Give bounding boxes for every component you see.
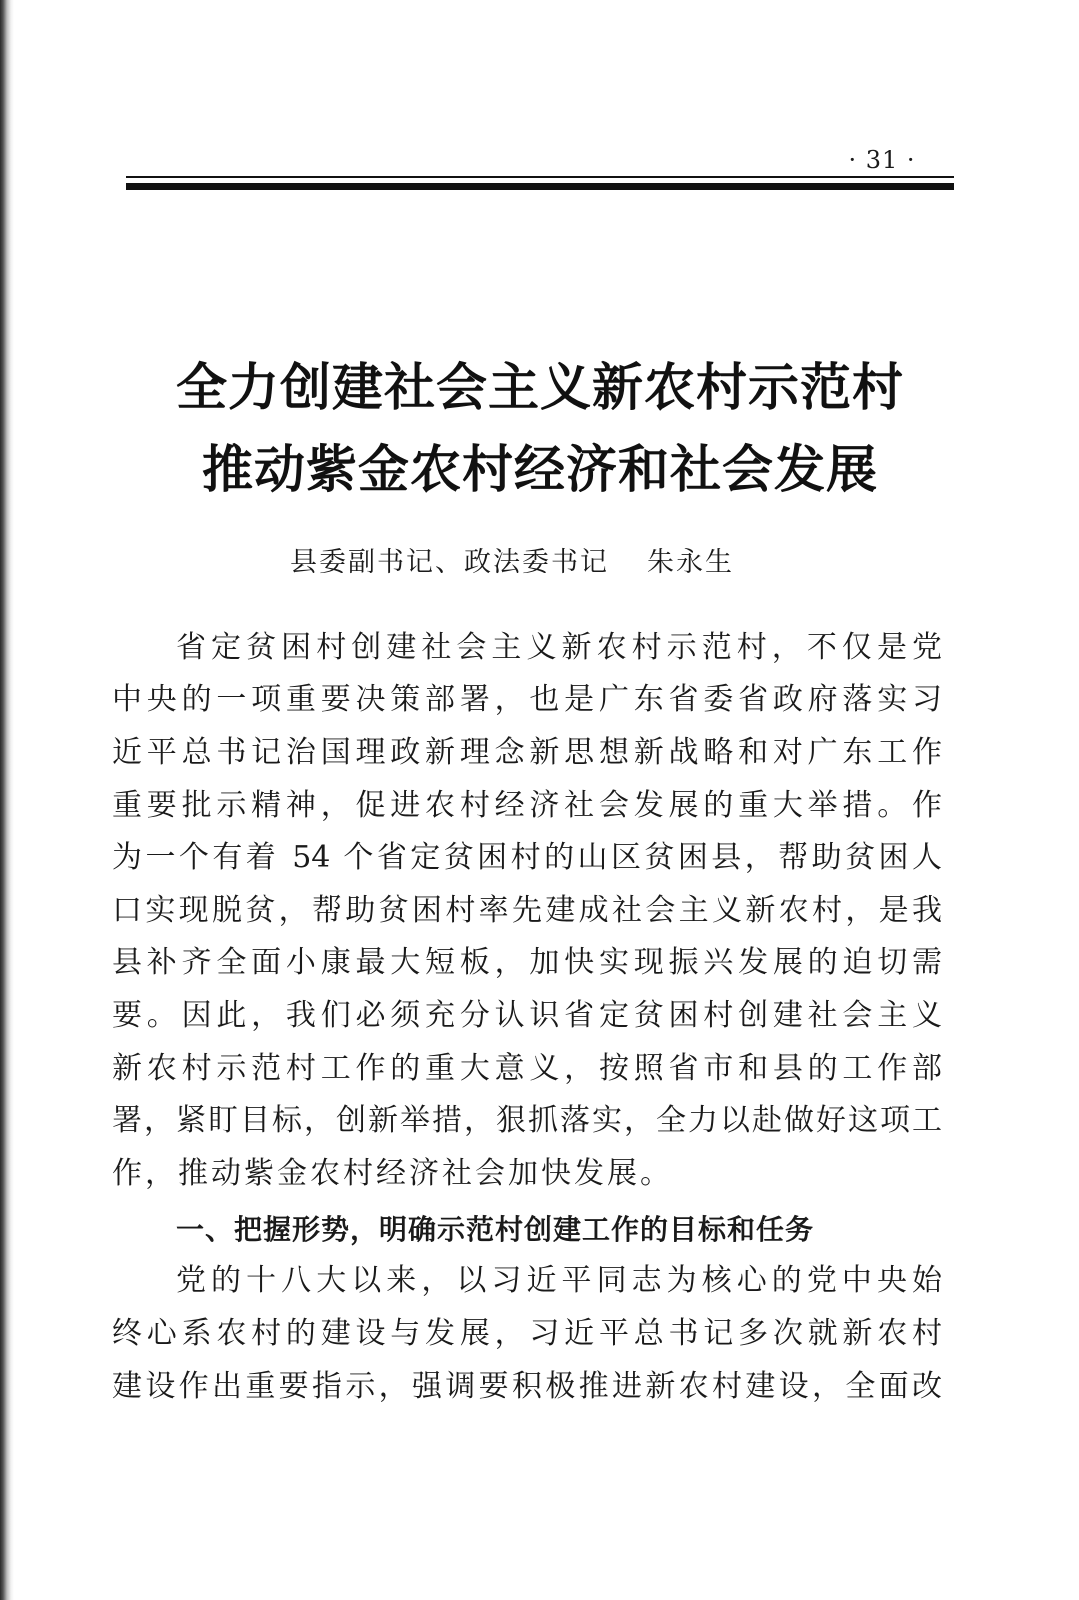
body-line: 建设作出重要指示，强调要积极推进新农村建设，全面改 (112, 1369, 942, 1404)
author-name: 朱永生 (647, 547, 734, 578)
title-line-2: 推动紫金农村经济和社会发展 (201, 441, 878, 500)
body-line: 县补齐全面小康最大短板，加快实现振兴发展的迫切需 (112, 945, 942, 980)
header-rule-thin (126, 176, 954, 178)
body-line: 重要批示精神，促进农村经济社会发展的重大举措。作 (112, 788, 942, 823)
body-line: 要。因此，我们必须充分认识省定贫困村创建社会主义 (112, 998, 942, 1033)
body-line: 近平总书记治国理政新理念新思想新战略和对广东工作 (112, 735, 942, 770)
scan-page-edge (0, 0, 14, 1600)
header-rule-thick (126, 183, 954, 190)
byline (290, 540, 734, 579)
body-line: 作，推动紫金农村经济社会加快发展。 (112, 1156, 673, 1191)
page-number: · 31 · (848, 146, 916, 174)
body-line: 党的十八大以来，以习近平同志为核心的党中央始 (176, 1263, 942, 1298)
body-line: 为一个有着 54 个省定贫困村的山区贫困县，帮助贫困人 (112, 840, 942, 875)
author-position: 县委副书记、政法委书记 (290, 547, 609, 578)
body-line: 终心系农村的建设与发展，习近平总书记多次就新农村 (112, 1316, 942, 1351)
body-line: 署，紧盯目标，创新举措，狠抓落实，全力以赴做好这项工 (112, 1103, 942, 1138)
body-line: 口实现脱贫，帮助贫困村率先建成社会主义新农村，是我 (112, 893, 942, 928)
body-line: 中央的一项重要决策部署，也是广东省委省政府落实习 (112, 682, 942, 717)
section-heading: 一、把握形势，明确示范村创建工作的目标和任务 (176, 1213, 815, 1246)
title-line-1: 全力创建社会主义新农村示范村 (175, 359, 904, 418)
body-line: 新农村示范村工作的重大意义，按照省市和县的工作部 (112, 1051, 942, 1086)
body-line: 省定贫困村创建社会主义新农村示范村，不仅是党 (176, 630, 942, 665)
